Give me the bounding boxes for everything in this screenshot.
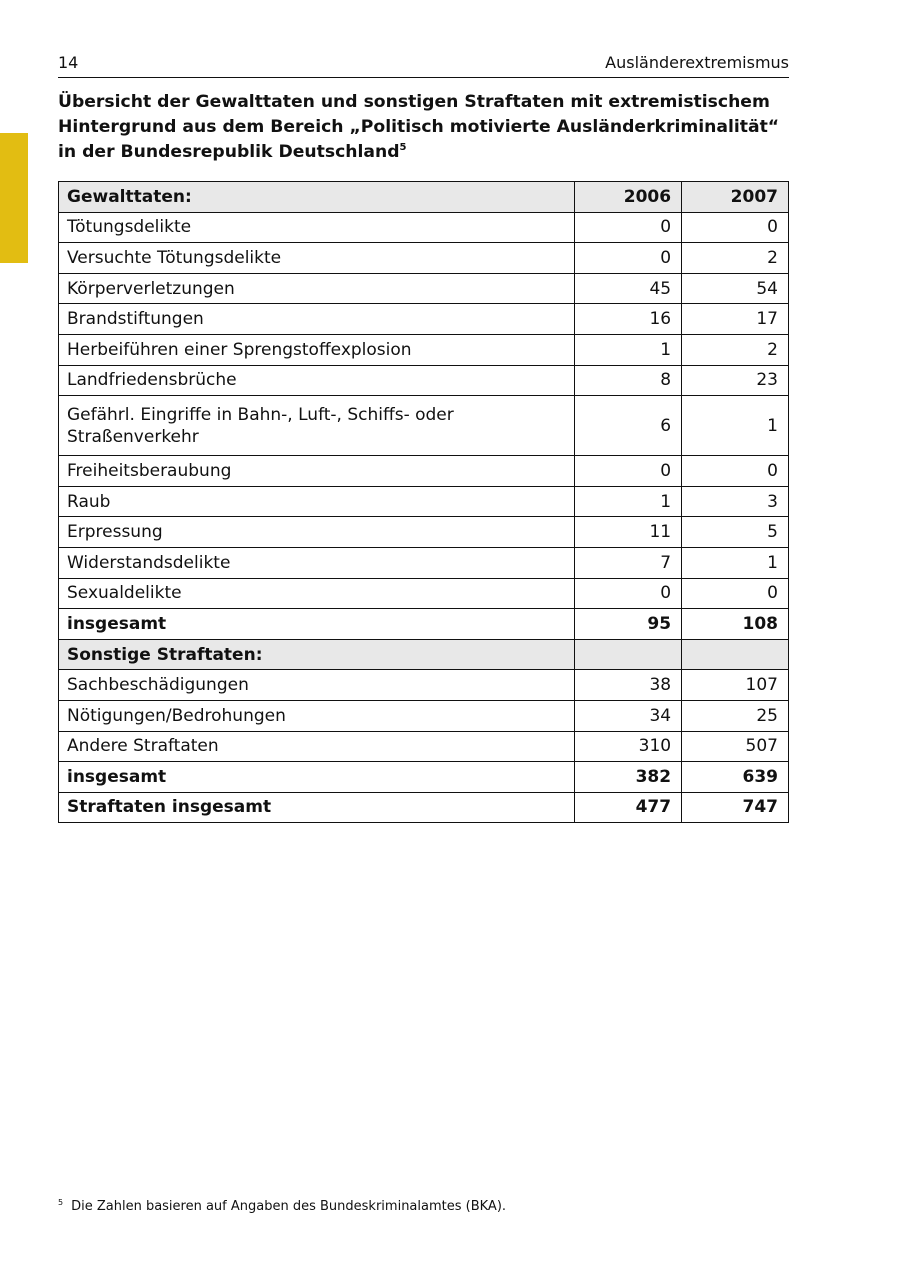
table-row [59,486,789,517]
value-2007: 17 [682,304,789,335]
table-heading [58,90,789,165]
table-row [59,700,789,731]
value-2006: 0 [575,243,682,274]
chapter-color-tab [0,133,28,263]
table-heading-text: Übersicht der Gewalttaten und sonstigen Straftaten mit extremistischem Hintergrund aus dem Bereich „Politisch motivierte Ausländerkriminalität“ in der Bundesrepublik Deutschland [58,92,780,162]
table-row [59,243,789,274]
value-2007: 639 [682,762,789,793]
table-row [59,547,789,578]
other-crimes-total-row [59,762,789,793]
row-label: Raub [59,486,575,517]
value-2006: 477 [575,792,682,823]
row-label: Widerstandsdelikte [59,547,575,578]
row-label: Körperverletzungen [59,273,575,304]
violent-crimes-header-row [59,182,789,213]
value-2006: 1 [575,486,682,517]
value-2007: 0 [682,456,789,487]
value-2007: 2 [682,243,789,274]
value-2006: 38 [575,670,682,701]
value-2006: 8 [575,365,682,396]
value-2006: 382 [575,762,682,793]
value-2006: 95 [575,609,682,640]
value-2007: 0 [682,212,789,243]
value-2006: 16 [575,304,682,335]
value-2007: 108 [682,609,789,640]
page-number: 14 [58,53,79,72]
violent-crimes-header: Gewalttaten: [59,182,575,213]
value-2007: 5 [682,517,789,548]
value-2007: 1 [682,396,789,456]
row-label: Sachbeschädigungen [59,670,575,701]
value-2006: 34 [575,700,682,731]
table-row [59,334,789,365]
value-2007: 23 [682,365,789,396]
chapter-title: Ausländerextremismus [605,53,789,72]
row-label: Versuchte Tötungsdelikte [59,243,575,274]
value-2007: 1 [682,547,789,578]
row-label: insgesamt [59,609,575,640]
row-label: Herbeiführen einer Sprengstoffexplosion [59,334,575,365]
value-2006: 1 [575,334,682,365]
row-label: Nötigungen/Bedrohungen [59,700,575,731]
running-header [58,52,789,78]
table-row [59,578,789,609]
crime-statistics-table [58,181,789,823]
row-label: Straftaten insgesamt [59,792,575,823]
table-row [59,212,789,243]
table-row [59,273,789,304]
value-2007: 107 [682,670,789,701]
table-row [59,731,789,762]
table-row [59,670,789,701]
value-2007: 747 [682,792,789,823]
violent-crimes-total-row [59,609,789,640]
row-label: Andere Straftaten [59,731,575,762]
footnote-text: Die Zahlen basieren auf Angaben des Bundeskriminalamtes (BKA). [71,1199,507,1214]
table-row [59,304,789,335]
value-2007: 2 [682,334,789,365]
value-2006: 11 [575,517,682,548]
row-label: insgesamt [59,762,575,793]
row-label: Freiheitsberaubung [59,456,575,487]
value-2006: 0 [575,578,682,609]
other-crimes-header: Sonstige Straftaten: [59,639,575,670]
value-2006: 6 [575,396,682,456]
row-label: Brandstiftungen [59,304,575,335]
row-label: Gefährl. Eingriffe in Bahn-, Luft-, Schiffs- oder Straßenverkehr [59,396,575,456]
value-2007: 25 [682,700,789,731]
table-row [59,396,789,456]
value-2007: 507 [682,731,789,762]
footnote [58,1198,789,1216]
footnote-reference: 5 [399,142,407,153]
empty-cell [575,639,682,670]
footnote-mark: 5 [58,1198,64,1207]
grand-total-row [59,792,789,823]
row-label: Tötungsdelikte [59,212,575,243]
column-header-2006: 2006 [575,182,682,213]
empty-cell [682,639,789,670]
value-2006: 0 [575,456,682,487]
row-label: Landfriedensbrüche [59,365,575,396]
value-2007: 0 [682,578,789,609]
value-2007: 3 [682,486,789,517]
value-2006: 310 [575,731,682,762]
table-row [59,517,789,548]
column-header-2007: 2007 [682,182,789,213]
value-2006: 45 [575,273,682,304]
table-row [59,365,789,396]
value-2007: 54 [682,273,789,304]
value-2006: 0 [575,212,682,243]
row-label: Sexualdelikte [59,578,575,609]
value-2006: 7 [575,547,682,578]
other-crimes-header-row [59,639,789,670]
table-row [59,456,789,487]
row-label: Erpressung [59,517,575,548]
